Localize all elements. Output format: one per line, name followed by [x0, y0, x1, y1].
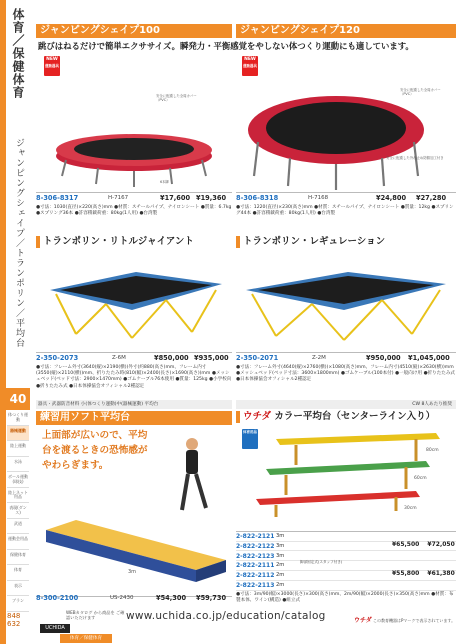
little-giant-image — [36, 250, 232, 346]
height-label-3: 30cm — [404, 506, 417, 511]
table-row — [236, 581, 456, 591]
rail-nav-item[interactable]: 表示 — [7, 581, 29, 597]
rail-page-ref-2[interactable]: 632 — [7, 620, 21, 628]
note-cover-2: 安全に配慮した全周カバー（PVC） — [400, 88, 441, 97]
page-number: 40 — [6, 388, 30, 410]
footer-right-text: この教育機器はPマークで表示されています。 — [372, 618, 456, 623]
product-code[interactable]: 8-300-2100 — [36, 594, 79, 602]
price-row-jumping-100 — [36, 193, 232, 203]
product-code[interactable]: 2-822-2122 — [236, 542, 275, 550]
rail-nav-item[interactable]: 保健体育 — [7, 550, 29, 566]
footer-right-note — [354, 618, 462, 623]
rail-subtitle: ジャンピングシェイプ／トランポリン／平均台 — [14, 138, 24, 348]
beam-length-label: 3m — [128, 569, 137, 575]
spec-little-giant: ●寸法：フレーム外寸(3640(縦)×2190(横))外寸(約880(高さ)mm、フレーム内寸(3550(縦)×2110(横))mm、折りたたみ時(810(幅)×2400(長さ)×1690(高さ))mm ●メッシュベッド(ベッド寸法：2900×1470mm) ●ゴムケーブル76本使用 ●質量：125kg ●小学校向 ●折りたたみ式 ●日本体操協会オフィシャル2種認定 — [36, 365, 232, 389]
rail-nav-item[interactable]: 陸上運動 — [7, 441, 29, 457]
product-code[interactable]: 2-822-2112 — [236, 572, 275, 580]
trampoline-rect-illustration-large — [236, 250, 456, 346]
product-code[interactable]: 8-306-8317 — [36, 194, 79, 202]
regulation-image — [236, 250, 456, 346]
trampoline-round-illustration — [36, 52, 232, 192]
color-beam-image — [236, 425, 456, 525]
beam-length: 2m — [276, 582, 285, 588]
model-number: US-2430 — [110, 595, 134, 601]
jumping-100-image — [36, 52, 232, 192]
rail-nav-item[interactable]: 武道 — [7, 519, 29, 535]
price-tax: ¥19,360 — [196, 194, 227, 202]
beam-length: 2m — [276, 572, 285, 579]
beam-length: 3m — [276, 552, 285, 559]
note-stopper-2: 安全に配慮した外れ止め防錆加工付き — [386, 156, 444, 160]
color-beam-illustration — [236, 425, 456, 525]
product-code[interactable]: 2-822-2113 — [236, 582, 275, 589]
price-tax: ¥1,045,000 — [408, 354, 450, 362]
catalog-url[interactable]: www.uchida.co.jp/education/catalog — [126, 610, 326, 622]
height-label-2: 60cm — [414, 476, 427, 481]
rail-nav-item[interactable]: 体育 — [7, 565, 29, 581]
header-color-beam — [236, 411, 456, 423]
price-tax: ¥72,050 — [427, 541, 455, 548]
rail-title: 体育／保健体育 — [11, 8, 25, 99]
footer — [30, 606, 462, 644]
product-code[interactable]: 2-350-2073 — [36, 354, 79, 362]
note-leg-count: 6本脚 — [160, 180, 169, 184]
banner-caption: 跳びはねるだけで簡単エクササイズ。瞬発力・平衡感覚をやしない体つくり運動にも適しています。 — [38, 41, 414, 51]
price: ¥17,600 — [160, 194, 191, 202]
rail-nav-item[interactable]: 水泳 — [7, 457, 29, 473]
group-2-price — [392, 570, 455, 577]
beam-length: 2m — [276, 562, 285, 569]
rail-nav-item[interactable]: 器械運動 — [7, 426, 29, 442]
product-code[interactable]: 2-822-2123 — [236, 552, 275, 560]
table-row — [236, 552, 456, 562]
rail-page-refs — [7, 612, 20, 628]
rail-nav-item[interactable]: 運動会用品 — [7, 534, 29, 550]
rail-page-ref-1[interactable]: 848 — [7, 612, 21, 620]
price-row-soft-beam — [36, 593, 232, 603]
bottom-tab[interactable]: 体育／保健体育 — [60, 634, 112, 643]
price-row-little-giant — [36, 353, 232, 363]
uchida-logo: UCHIDA — [40, 624, 70, 633]
rail-nav-item[interactable]: ボール運動(球技) — [7, 472, 29, 488]
spec-regulation: ●寸法：フレーム外寸(4640(縦)×2760(横))×1080(高さ)mm、フレーム内寸(4510(縦)×2630(横))mm ●メッシュベッド(ベッド寸法：3600×1800mm) ●ゴムケーブル(100本付) ●一般向け用 ●折りたたみ式 ●日本体操協会オフィシャル2種認定 — [236, 365, 456, 383]
header-little-giant: トランポリン・リトルジャイアント — [36, 236, 232, 248]
footer-web-note: WEBカタログ から商品を ご確認いただけます — [66, 610, 125, 621]
height-label-1: 80cm — [426, 448, 439, 453]
price: ¥65,500 — [392, 541, 420, 548]
trampoline-rect-illustration — [36, 250, 232, 346]
rail-nav-item[interactable]: 体つくり運動 — [7, 410, 29, 426]
price: ¥54,300 — [156, 594, 187, 602]
model-number: H-7167 — [108, 195, 129, 201]
product-badge: 体育用品 — [242, 429, 258, 449]
soft-beam-lead: 上面部が広いので、平均台を渡るときの恐怖感がやわらぎます。 — [42, 430, 148, 471]
section-band-right: CW 8人あたり推奨 — [236, 400, 456, 409]
spec-jumping-120: ●寸法：1220(直径)×230(高さ)mm ●材質：スチールパイプ、ナイロンシート ●質量：12kg ●スプリング44本 ●許容積載荷重：80kg(1人用) ●台湾製 — [236, 205, 454, 217]
product-code[interactable]: 2-822-2111 — [236, 562, 275, 570]
left-rail — [0, 0, 30, 644]
beam-length: 3m — [276, 542, 285, 549]
price: ¥24,800 — [376, 194, 407, 202]
header-jumping-100: ジャンピングシェイプ100 — [36, 24, 232, 38]
model-number: H-7168 — [308, 195, 329, 201]
price-tax: ¥59,730 — [196, 594, 227, 602]
header-regulation: トランポリン・レギュレーション — [236, 236, 456, 248]
header-color-beam-title: カラー平均台（センターライン入り） — [274, 411, 436, 422]
group-2-note: 脚部固定式(スタッフ付き) — [300, 560, 343, 564]
jumping-120-image — [236, 52, 456, 192]
product-code[interactable]: 2-822-2121 — [236, 533, 275, 540]
group-1-price — [392, 541, 455, 548]
price-row-regulation — [236, 353, 456, 363]
section-band-left: 器具・武器防音材料 小(体つくり運動)中(器械運動) 平均台 — [36, 400, 232, 409]
trampoline-round-illustration-large — [236, 52, 456, 192]
price-tax: ¥61,380 — [427, 570, 455, 577]
brand-mark: ウチダ — [243, 411, 272, 422]
spec-jumping-100: ●寸法：1030(直径)×220(高さ)mm ●材質：スチールパイプ、ナイロンシート ●質量：6.7kg ●スプリング36本 ●許容積載荷重：80kg(1人用) ●台湾製 — [36, 205, 232, 217]
product-code[interactable]: 8-306-8318 — [236, 194, 279, 202]
new-badge: NEW 運動器具 — [44, 56, 60, 76]
price: ¥850,000 — [154, 354, 189, 362]
beam-length: 3m — [276, 533, 285, 539]
price: ¥55,800 — [392, 570, 420, 577]
new-badge-2: NEW 運動器具 — [242, 56, 258, 76]
model-number: Z-2M — [312, 355, 326, 361]
product-code[interactable]: 2-350-2071 — [236, 354, 279, 362]
model-number: Z-6M — [112, 355, 126, 361]
price-tax: ¥27,280 — [416, 194, 447, 202]
header-soft-beam: 練習用ソフト平均台 — [36, 411, 232, 425]
rail-nav — [7, 410, 29, 612]
rail-nav-item[interactable]: 表現(ダンス) — [7, 503, 29, 519]
spec-color-beam: ●寸法：3m/90(幅)×3000(長さ)×300(高さ)mm、2m/90(幅)×2000(長さ)×350(高さ)mm ●材質：布製本体、ワイン(構造) ●組立式 — [236, 592, 454, 604]
rail-nav-item[interactable]: 陸上ネット用品 — [7, 488, 29, 504]
soft-beam-image — [36, 420, 232, 592]
note-cover: 安全に配慮した全周カバー（PVC） — [156, 94, 197, 103]
header-jumping-120: ジャンピングシェイプ120 — [236, 24, 456, 38]
price: ¥950,000 — [366, 354, 401, 362]
price-tax: ¥935,000 — [194, 354, 229, 362]
rail-nav-item[interactable]: ブラン — [7, 596, 29, 612]
footer-brand: ウチダ — [354, 617, 372, 624]
rail-band — [0, 0, 6, 644]
price-row-jumping-120 — [236, 193, 456, 203]
soft-beam-illustration — [36, 420, 232, 592]
